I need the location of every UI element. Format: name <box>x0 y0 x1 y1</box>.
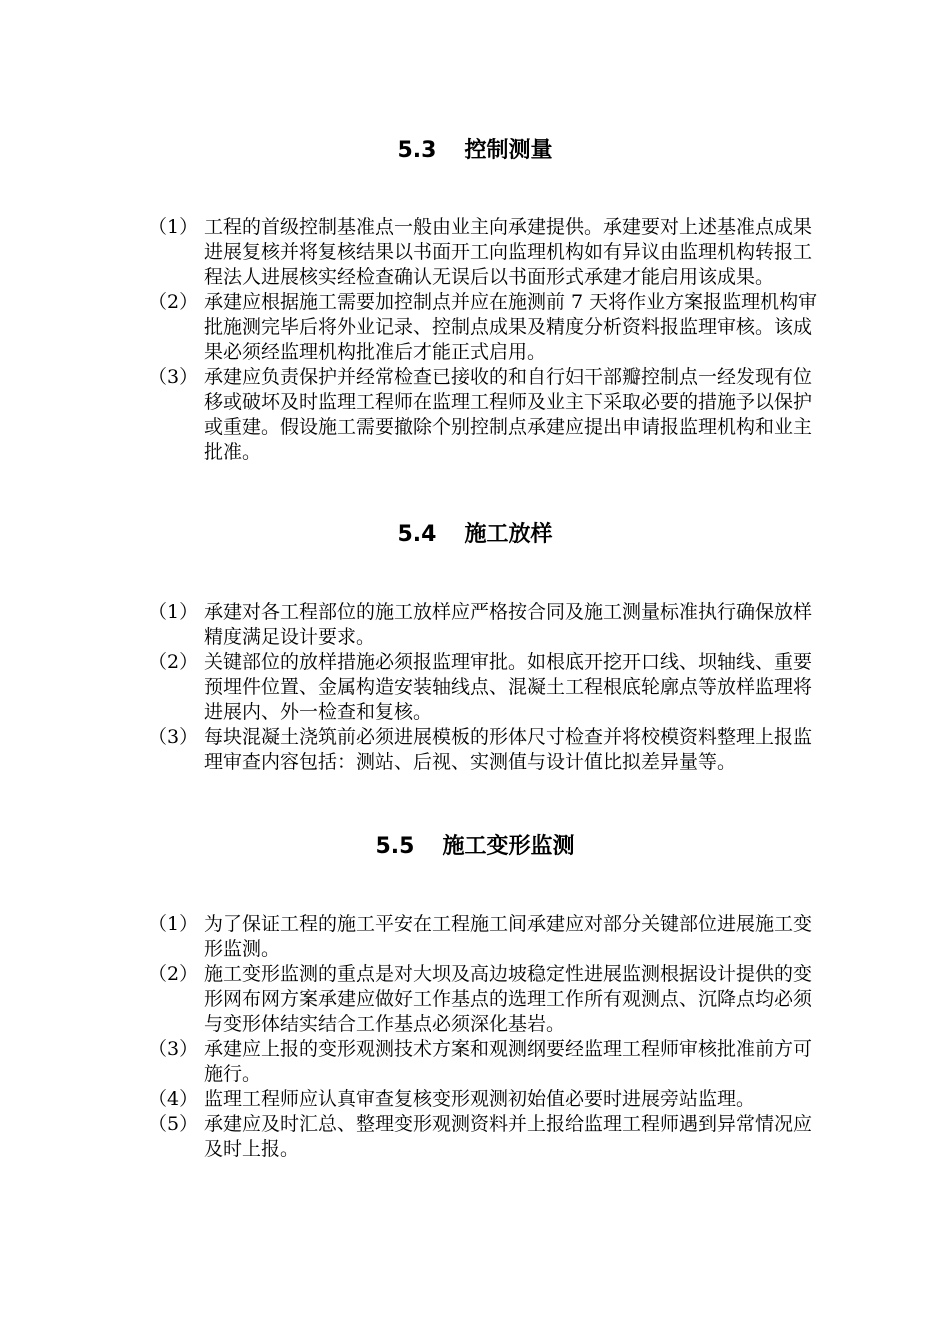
item-text: 关键部位的放样措施必须报监理审批。如根底开挖开口线、坝轴线、重要预埋件位置、金属构造安装轴线点、混凝土工程根底轮廓点等放样监理将进展内、外一检查和复核。 <box>204 651 813 723</box>
item-marker: （2） <box>148 651 199 673</box>
list-item <box>148 1087 820 1112</box>
list-item <box>148 650 820 725</box>
section-number: 5.4 <box>397 522 437 547</box>
item-text: 工程的首级控制基准点一般由业主向承建提供。承建要对上述基准点成果进展复核并将复核结果以书面开工向监理机构如有异议由监理机构转报工程法人进展核实经检查确认无误后以书面形式承建才能启用该成果。 <box>204 216 813 288</box>
section-title: 施工放样 <box>464 522 553 547</box>
item-text: 承建应负责保护并经常检查已接收的和自行妇干部瓣控制点一经发现有位移或破坏及时监理工程师在监理工程师及业主下采取必要的措施予以保护或重建。假设施工需要撤除个别控制点承建应提出申请报监理机构和业主批准。 <box>204 366 813 463</box>
list-item <box>148 962 820 1037</box>
item-marker: （1） <box>148 913 199 935</box>
section-list-5-4 <box>148 600 820 775</box>
section-number: 5.3 <box>397 138 437 163</box>
item-text: 监理工程师应认真审查复核变形观测初始值必要时进展旁站监理。 <box>204 1088 756 1110</box>
section-heading-5-3 <box>0 136 950 166</box>
list-item <box>148 725 820 775</box>
section-title: 控制测量 <box>464 138 553 163</box>
item-text: 承建应上报的变形观测技术方案和观测纲要经监理工程师审核批准前方可施行。 <box>204 1038 813 1085</box>
list-item <box>148 365 820 465</box>
section-number: 5.5 <box>375 834 415 859</box>
section-list-5-3 <box>148 215 820 465</box>
item-text: 承建应及时汇总、整理变形观测资料并上报给监理工程师遇到异常情况应及时上报。 <box>204 1113 813 1160</box>
list-item <box>148 1037 820 1087</box>
item-text: 承建对各工程部位的施工放样应严格按合同及施工测量标准执行确保放样精度满足设计要求。 <box>204 601 813 648</box>
list-item <box>148 600 820 650</box>
item-marker: （3） <box>148 1038 199 1060</box>
list-item <box>148 215 820 290</box>
item-text: 为了保证工程的施工平安在工程施工间承建应对部分关键部位进展施工变形监测。 <box>204 913 813 960</box>
item-text: 承建应根据施工需要加控制点并应在施测前 7 天将作业方案报监理机构审批施测完毕后将外业记录、控制点成果及精度分析资料报监理审核。该成果必须经监理机构批准后才能正式启用。 <box>204 291 818 363</box>
item-marker: （4） <box>148 1088 199 1110</box>
item-marker: （2） <box>148 963 199 985</box>
item-text: 每块混凝土浇筑前必须进展模板的形体尺寸检查并将校模资料整理上报监理审查内容包括：测站、后视、实测值与设计值比拟差异量等。 <box>204 726 813 773</box>
section-list-5-5 <box>148 912 820 1162</box>
section-heading-5-4 <box>0 520 950 550</box>
item-marker: （3） <box>148 366 199 388</box>
list-item <box>148 912 820 962</box>
list-item <box>148 290 820 365</box>
section-heading-5-5 <box>0 832 950 862</box>
item-marker: （5） <box>148 1113 199 1135</box>
item-marker: （3） <box>148 726 199 748</box>
item-marker: （1） <box>148 216 199 238</box>
list-item <box>148 1112 820 1162</box>
section-title: 施工变形监测 <box>442 834 575 859</box>
item-marker: （2） <box>148 291 199 313</box>
item-text: 施工变形监测的重点是对大坝及高边坡稳定性进展监测根据设计提供的变形网布网方案承建应做好工作基点的选理工作所有观测点、沉降点均必须与变形体结实结合工作基点必须深化基岩。 <box>204 963 813 1035</box>
item-marker: （1） <box>148 601 199 623</box>
